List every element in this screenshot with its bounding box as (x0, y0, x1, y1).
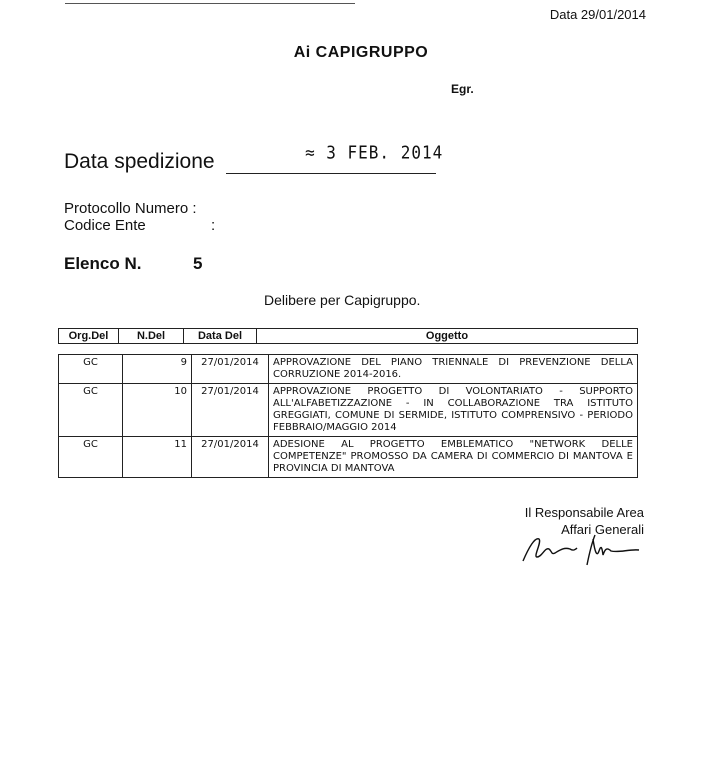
cell-oggetto: APPROVAZIONE PROGETTO DI VOLONTARIATO - SUPPORTO ALL'ALFABETIZZAZIONE - IN COLLABORAZIONE TRA ISTITUTO GREGGIATI, COMUNE DI SERMIDE, ISTITUTO COMPRENSIVO - PERIODO FEBBRAIO/MAGGIO 2014 (269, 384, 638, 437)
document-date: Data 29/01/2014 (549, 7, 646, 22)
cell-org: GC (59, 437, 123, 478)
signatory-line-2: Affari Generali (561, 522, 644, 537)
header-oggetto: Oggetto (257, 329, 638, 344)
handwritten-signature (515, 525, 645, 570)
cell-num: 11 (123, 437, 192, 478)
document-title: Ai CAPIGRUPPO (293, 44, 429, 61)
elenco-number: 5 (193, 254, 203, 273)
signatory-line-1: Il Responsabile Area (524, 505, 644, 520)
header-n-del: N.Del (119, 329, 184, 344)
table-row (59, 355, 638, 384)
elenco-label: Elenco N. (64, 254, 142, 273)
codice-ente-colon: : (211, 217, 216, 234)
delibere-table (58, 354, 638, 478)
header-data-del: Data Del (184, 329, 257, 344)
cell-oggetto: APPROVAZIONE DEL PIANO TRIENNALE DI PREVENZIONE DELLA CORRUZIONE 2014-2016. (269, 355, 638, 384)
cell-date: 27/01/2014 (192, 384, 269, 437)
table-row (59, 437, 638, 478)
date-stamp: ≈ 3 FEB. 2014 (305, 142, 444, 163)
codice-ente-label: Codice Ente (64, 217, 146, 234)
protocollo-numero-label: Protocollo Numero : (64, 200, 197, 217)
table-header (58, 328, 638, 344)
cell-date: 27/01/2014 (192, 355, 269, 384)
greeting: Egr. (451, 82, 474, 96)
cell-num: 10 (123, 384, 192, 437)
cell-oggetto: ADESIONE AL PROGETTO EMBLEMATICO "NETWORK DELLE COMPETENZE" PROMOSSO DA CAMERA DI COMMERCIO DI MANTOVA E PROVINCIA DI MANTOVA (269, 437, 638, 478)
header-org-del: Org.Del (59, 329, 119, 344)
cell-num: 9 (123, 355, 192, 384)
spedizione-underline (226, 173, 436, 174)
table-row (59, 384, 638, 437)
top-rule (65, 3, 355, 4)
delibere-subtitle: Delibere per Capigruppo. (264, 292, 421, 308)
cell-org: GC (59, 355, 123, 384)
spedizione-label: Data spedizione (64, 150, 215, 173)
cell-org: GC (59, 384, 123, 437)
cell-date: 27/01/2014 (192, 437, 269, 478)
